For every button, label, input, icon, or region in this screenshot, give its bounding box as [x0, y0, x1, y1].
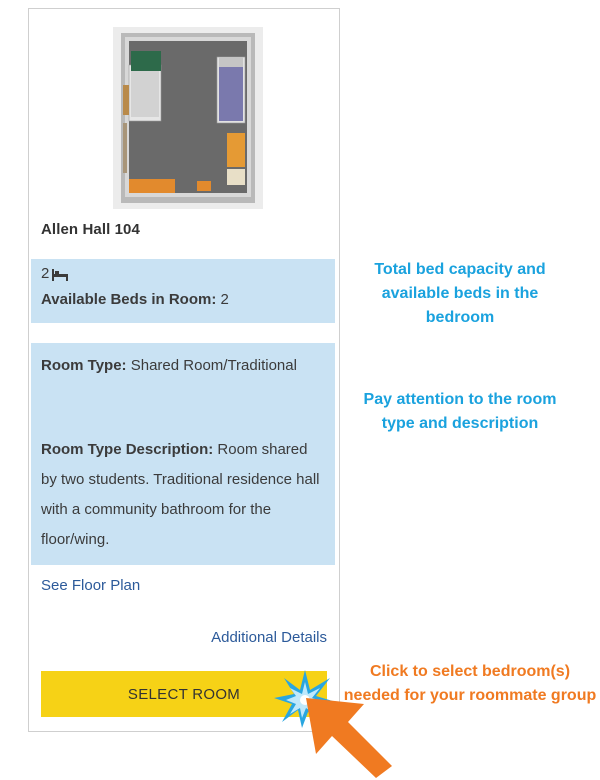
room-type [41, 351, 309, 381]
beds-panel [31, 259, 335, 323]
room-type-description-label: Room Type Description: [41, 441, 214, 458]
room-title: Allen Hall 104 [41, 221, 140, 238]
available-beds [41, 291, 229, 308]
available-beds-value: 2 [220, 291, 229, 308]
additional-details-link[interactable]: Additional Details [211, 629, 327, 646]
bed-count: 2 [41, 265, 50, 282]
room-type-label: Room Type: [41, 357, 127, 374]
annotation-select-room: Click to select bedroom(s) needed for your roommate group [343, 663, 597, 704]
room-type-description [41, 435, 325, 555]
annotation-bed-capacity: Total bed capacity and available beds in the bedroom [374, 261, 546, 326]
available-beds-label: Available Beds in Room: [41, 291, 217, 308]
select-room-button[interactable]: SELECT ROOM [41, 671, 327, 717]
arrow-pointer-icon [290, 684, 400, 780]
annotation-room-type: Pay attention to the room type and description [363, 391, 557, 432]
bed-capacity [41, 265, 68, 282]
see-floor-plan-link[interactable]: See Floor Plan [41, 577, 141, 594]
room-type-panel [31, 343, 335, 565]
bed-icon [52, 268, 68, 280]
room-card [28, 8, 340, 732]
room-type-value: Shared Room/Traditional [130, 357, 297, 374]
room-thumbnail [113, 27, 263, 209]
room-type-description-value: Room shared by two students. Traditional residence hall with a community bathroom for the floor/wing. [41, 441, 320, 548]
room-3d-render [113, 27, 263, 209]
